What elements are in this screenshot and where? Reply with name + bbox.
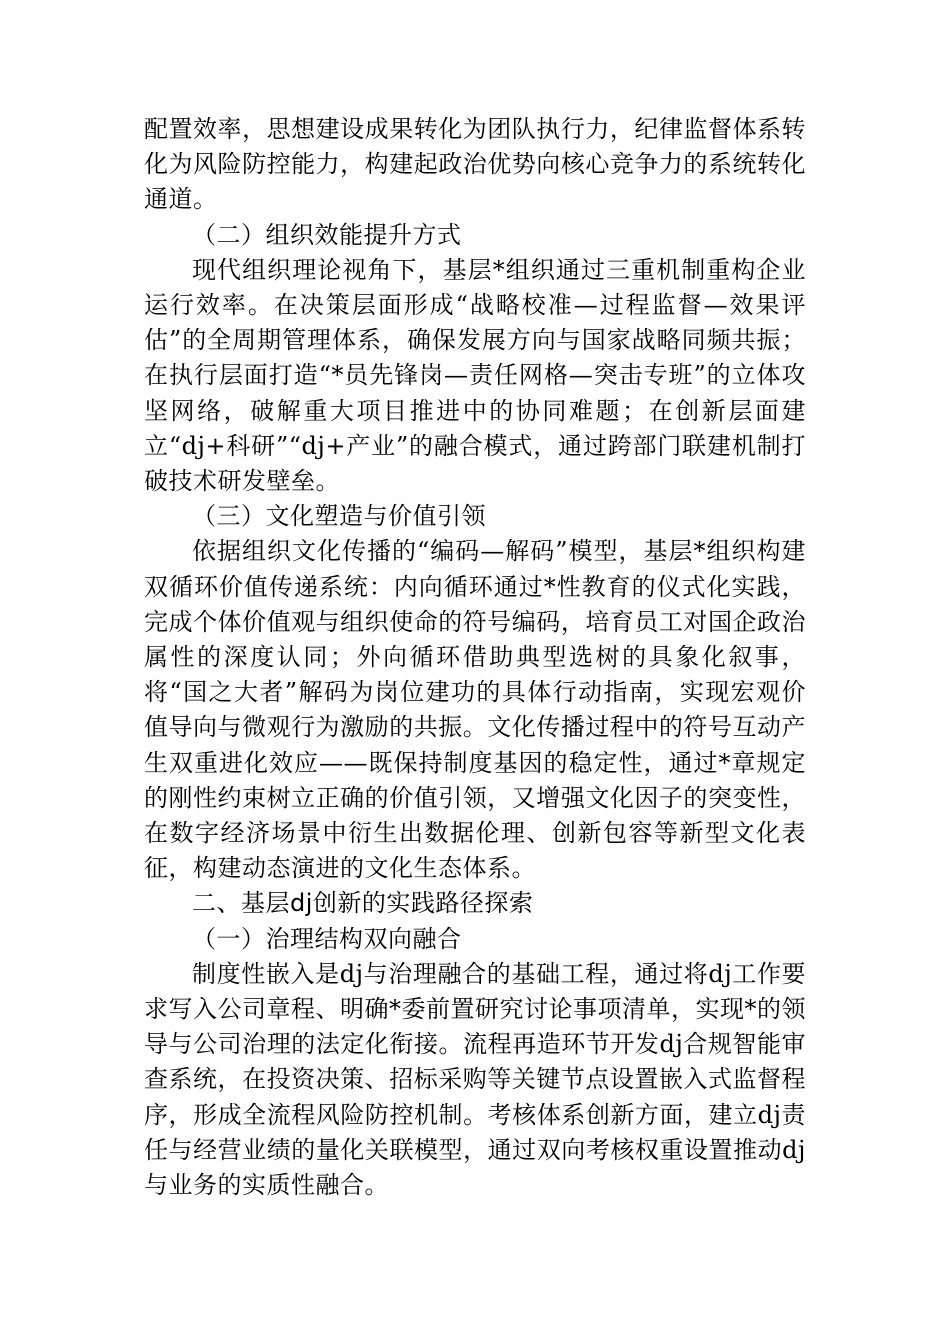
subheading-organizational-efficiency: （二）组织效能提升方式 (192, 220, 462, 249)
paragraph-continued: 配置效率，思想建设成果转化为团队执行力，纪律监督体系转化为风险防控能力，构建起政治优势向核心竞争力的系统转化通道。 (144, 115, 806, 214)
document-body (144, 112, 806, 1203)
paragraph-governance-integration: 制度性嵌入是dj与治理融合的基础工程，通过将dj工作要求写入公司章程、明确*委前置研究讨论事项清单，实现*的领导与公司治理的法定化衔接。流程再造环节开发dj合规智能审查系统，在投资决策、招标采购等关键节点设置嵌入式监督程序，形成全流程风险防控机制。考核体系创新方面，建立dj责任与经营业绩的量化关联模型，通过双向考核权重设置推动dj与业务的实质性融合。 (144, 959, 806, 1200)
paragraph-culture-values: 依据组织文化传播的“编码—解码”模型，基层*组织构建双循环价值传递系统：内向循环通过*性教育的仪式化实践，完成个体价值观与组织使命的符号编码，培育员工对国企政治属性的深度认同；外向循环借助典型选树的具象化叙事，将“国之大者”解码为岗位建功的具体行动指南，实现宏观价值导向与微观行为激励的共振。文化传播过程中的符号互动产生双重进化效应——既保持制度基因的稳定性，通过*章规定的刚性约束树立正确的价值引领，又增强文化因子的突变性，在数字经济场景中衍生出数据伦理、创新包容等新型文化表征，构建动态演进的文化生态体系。 (144, 537, 806, 883)
subheading-culture-values: （三）文化塑造与价值引领 (192, 502, 486, 531)
paragraph-organizational-efficiency: 现代组织理论视角下，基层*组织通过三重机制重构企业运行效率。在决策层面形成“战略校准—过程监督—效果评估”的全周期管理体系，确保发展方向与国家战略同频共振；在执行层面打造“*员先锋岗—责任网格—突击专班”的立体攻坚网络，破解重大项目推进中的协同难题；在创新层面建立“dj+科研”“dj+产业”的融合模式，通过跨部门联建机制打破技术研发壁垒。 (144, 255, 806, 496)
section-heading-practice-paths: 二、基层dj创新的实践路径探索 (192, 889, 534, 918)
subheading-governance-integration: （一）治理结构双向融合 (192, 924, 462, 953)
